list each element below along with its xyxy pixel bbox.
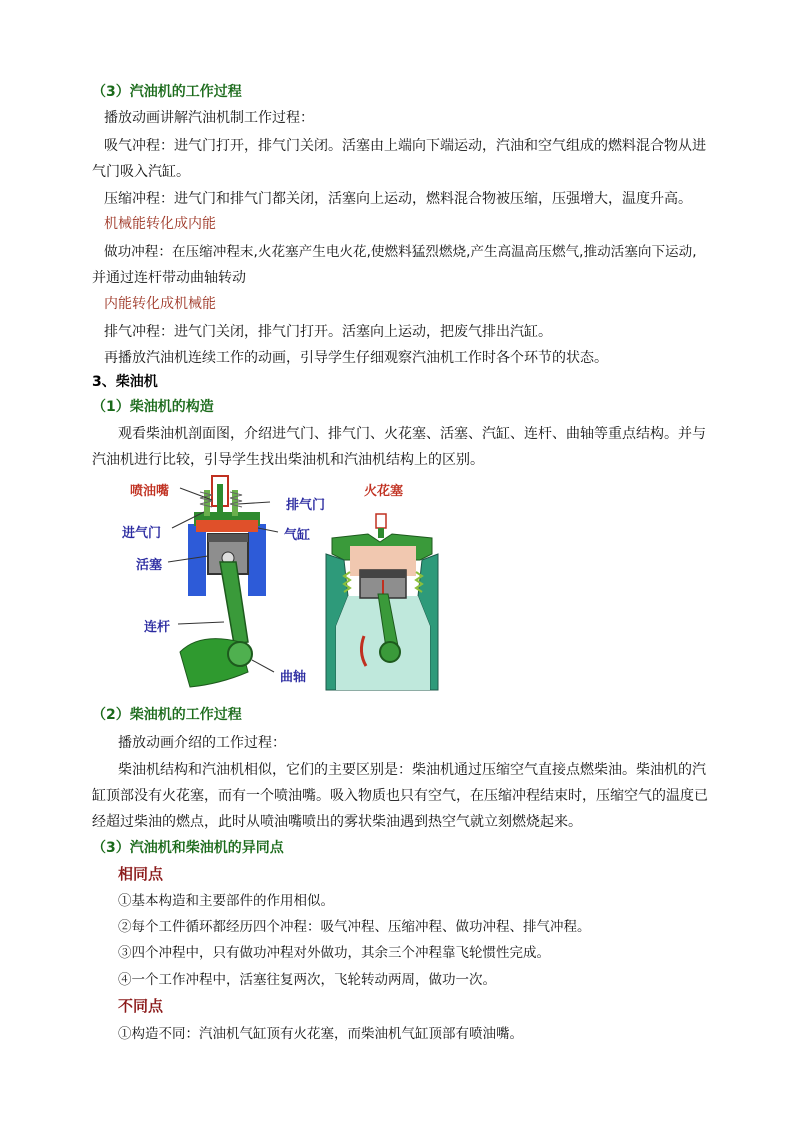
- energy-conversion-label-1: 机械能转化成内能: [104, 216, 216, 232]
- similarity-item-4: ④一个工作冲程中，活塞往复两次，飞轮转动两周，做功一次。: [118, 972, 496, 988]
- paragraph-intake-line2: 气门吸入汽缸。: [92, 164, 190, 180]
- section-heading-diesel: 3、柴油机: [92, 374, 158, 390]
- label-injector: 喷油嘴: [130, 484, 170, 499]
- label-intake-valve: 进气门: [122, 526, 162, 541]
- paragraph-structure-line2: 汽油机进行比较，引导学生找出柴油机和汽油机结构上的区别。: [92, 452, 484, 468]
- paragraph-intake-line1: 吸气冲程：进气门打开，排气门关闭。活塞由上端向下端运动，汽油和空气组成的燃料混合物从进: [104, 138, 706, 154]
- difference-item-1: ①构造不同：汽油机气缸顶有火花塞，而柴油机气缸顶部有喷油嘴。: [118, 1026, 523, 1042]
- label-crankshaft: 曲轴: [280, 670, 307, 685]
- paragraph-process-line1: 柴油机结构和汽油机相似，它们的主要区别是：柴油机通过压缩空气直接点燃柴油。柴油机的汽: [118, 762, 706, 778]
- paragraph-structure-line1: 观看柴油机剖面图，介绍进气门、排气门、火花塞、活塞、汽缸、连杆、曲轴等重点结构。并与: [118, 426, 706, 442]
- paragraph-power-line1: 做功冲程：在压缩冲程末,火花塞产生电火花,使燃料猛烈燃烧,产生高温高压燃气,推动活塞向下运动,: [104, 244, 697, 260]
- paragraph-exhaust: 排气冲程：进气门关闭，排气门打开。活塞向上运动，把废气排出汽缸。: [104, 324, 552, 340]
- label-connecting-rod: 连杆: [144, 620, 171, 635]
- paragraph-intro: 播放动画讲解汽油机制工作过程：: [104, 110, 314, 126]
- paragraph-compression: 压缩冲程：进气门和排气门都关闭，活塞向上运动，燃料混合物被压缩，压强增大，温度升高。: [104, 191, 692, 207]
- differences-title: 不同点: [118, 997, 164, 1015]
- energy-conversion-label-2: 内能转化成机械能: [104, 296, 216, 312]
- gasoline-engine-drawing: [320, 476, 450, 696]
- similarity-item-2: ②每个工件循环都经历四个冲程：吸气冲程、压缩冲程、做功冲程、排气冲程。: [118, 919, 591, 935]
- subheading-comparison: （3）汽油机和柴油机的异同点: [92, 840, 284, 856]
- section-heading-gasoline-process: （3）汽油机的工作过程: [92, 84, 242, 100]
- paragraph-process-line3: 经超过柴油的燃点，此时从喷油嘴喷出的雾状柴油遇到热空气就立刻燃烧起来。: [92, 814, 582, 830]
- label-exhaust-valve: 排气门: [286, 498, 326, 513]
- gasoline-engine-diagram: [320, 476, 450, 696]
- similarity-item-3: ③四个冲程中，只有做功冲程对外做功，其余三个冲程靠飞轮惯性完成。: [118, 945, 550, 961]
- similarities-title: 相同点: [118, 865, 164, 883]
- paragraph-process-intro: 播放动画介绍的工作过程：: [118, 735, 286, 751]
- label-spark-plug: 火花塞: [364, 484, 404, 499]
- paragraph-power-line2: 并通过连杆带动曲轴转动: [92, 270, 246, 286]
- label-cylinder: 气缸: [284, 528, 311, 543]
- label-piston: 活塞: [136, 558, 163, 573]
- similarity-item-1: ①基本构造和主要部件的作用相似。: [118, 893, 334, 909]
- subheading-diesel-process: （2）柴油机的工作过程: [92, 707, 242, 723]
- paragraph-process-line2: 缸顶部没有火花塞，而有一个喷油嘴。吸入物质也只有空气，在压缩冲程结束时，压缩空气的温度已: [92, 788, 708, 804]
- subheading-diesel-structure: （1）柴油机的构造: [92, 399, 214, 415]
- paragraph-replay: 再播放汽油机连续工作的动画，引导学生仔细观察汽油机工作时各个环节的状态。: [104, 350, 608, 366]
